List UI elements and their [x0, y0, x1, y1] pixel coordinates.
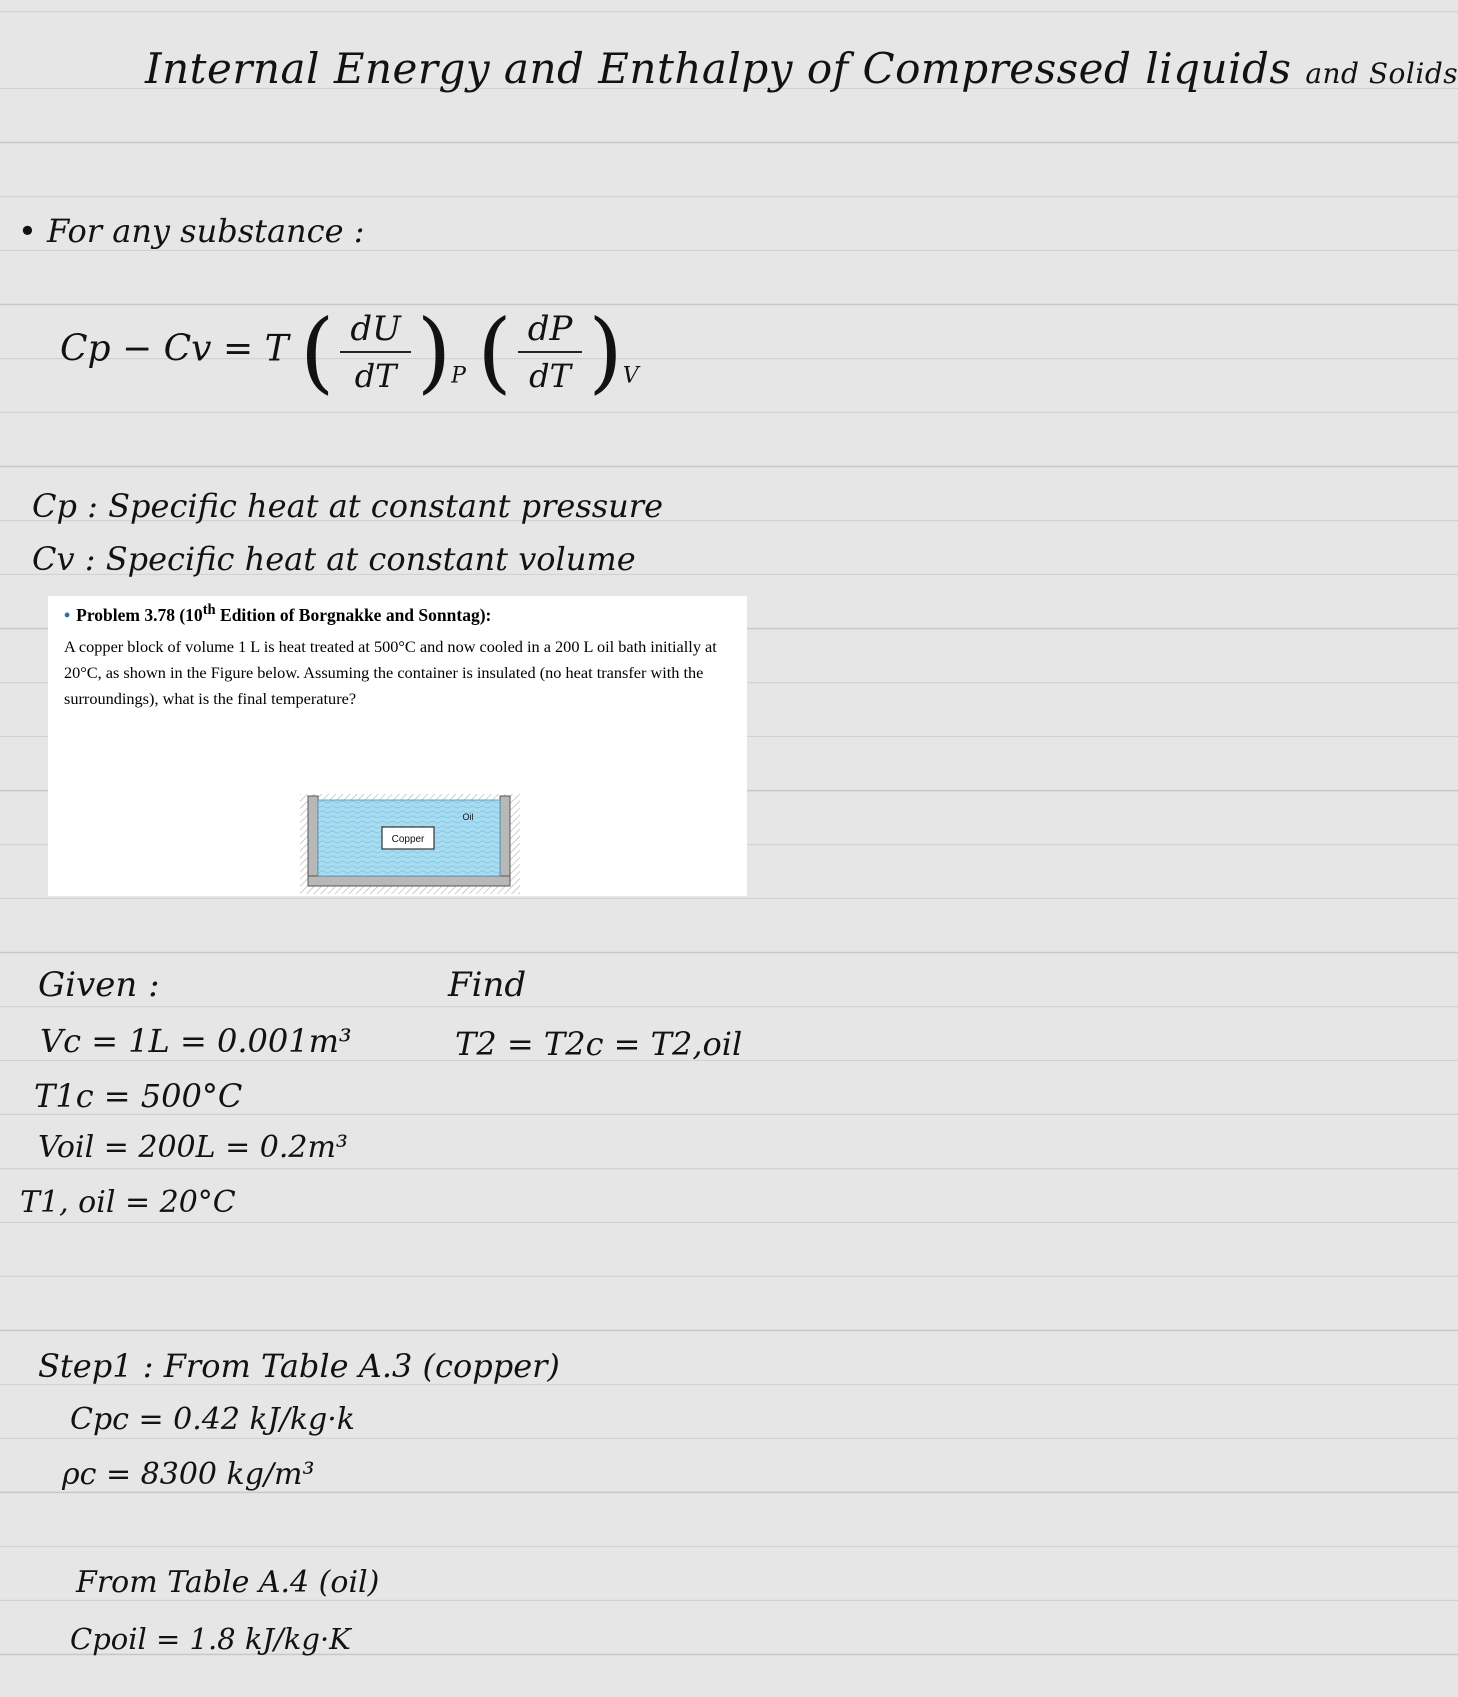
container-wall-right	[500, 796, 510, 884]
problem-box	[48, 596, 747, 896]
title-tail: and Solids	[1305, 57, 1458, 90]
step1-heading: Step1 : From Table A.3 (copper)	[38, 1347, 560, 1385]
page-title	[145, 44, 1458, 93]
problem-title-suffix: Edition of Borgnakke and Sonntag):	[215, 604, 492, 625]
fraction-dp-dt	[518, 309, 583, 395]
problem-text: A copper block of volume 1 L is heat treated at 500°C and now cooled in a 200 L oil bath initially at 20°C, as shown in the Figure below. Assuming the container is insulated (no heat transfer with the surroundings), what is the final temperature?	[64, 636, 717, 708]
frac1-numerator: dU	[340, 309, 410, 353]
given-copper-temp: T1c = 500°C	[34, 1077, 243, 1115]
given-label: Given :	[38, 965, 160, 1005]
copper-specific-heat: Cpc = 0.42 kJ/kg·k	[70, 1402, 355, 1437]
container-floor	[308, 876, 510, 886]
find-expression: T2 = T2c = T2,oil	[455, 1025, 743, 1063]
oil-specific-heat: Cpoil = 1.8 kJ/kg·K	[70, 1622, 351, 1656]
open-paren-1: (	[300, 300, 335, 403]
copper-label: Copper	[391, 834, 425, 845]
given-oil-volume: Voil = 200L = 0.2m³	[38, 1130, 348, 1165]
oil-label: Oil	[462, 812, 474, 822]
given-oil-temp: T1, oil = 20°C	[20, 1185, 236, 1220]
problem-title-sup: th	[202, 602, 216, 618]
container-wall-left	[308, 796, 318, 884]
intro-text: For any substance :	[47, 212, 365, 250]
title-main: Internal Energy and Enthalpy of Compressed liquids	[145, 44, 1292, 93]
open-paren-2: (	[477, 300, 512, 403]
close-paren-1: )	[416, 300, 452, 403]
intro-line	[18, 212, 365, 250]
cp-definition: Cp : Specific heat at constant pressure	[32, 487, 663, 525]
bullet-dot: •	[18, 212, 37, 250]
equation-lhs: Cp − Cv = T	[60, 328, 289, 370]
frac1-denominator: dT	[354, 356, 397, 395]
frac2-numerator: dP	[518, 309, 583, 353]
problem-title	[64, 602, 731, 626]
cp-cv-equation	[60, 300, 639, 403]
fraction-du-dt	[340, 309, 410, 395]
copper-density: ρc = 8300 kg/m³	[62, 1457, 315, 1492]
problem-bullet: •	[64, 604, 71, 625]
close-paren-2: )	[588, 300, 623, 403]
table-a4-heading: From Table A.4 (oil)	[76, 1565, 380, 1600]
given-copper-volume: Vc = 1L = 0.001m³	[40, 1022, 352, 1060]
frac1-subscript: P	[451, 363, 466, 389]
cv-definition: Cv : Specific heat at constant volume	[32, 540, 636, 578]
oil-bath-figure	[300, 794, 520, 894]
problem-title-prefix: Problem 3.78 (10	[76, 604, 203, 625]
frac2-subscript: V	[622, 363, 639, 389]
frac2-denominator: dT	[529, 356, 571, 395]
find-label: Find	[448, 965, 527, 1005]
